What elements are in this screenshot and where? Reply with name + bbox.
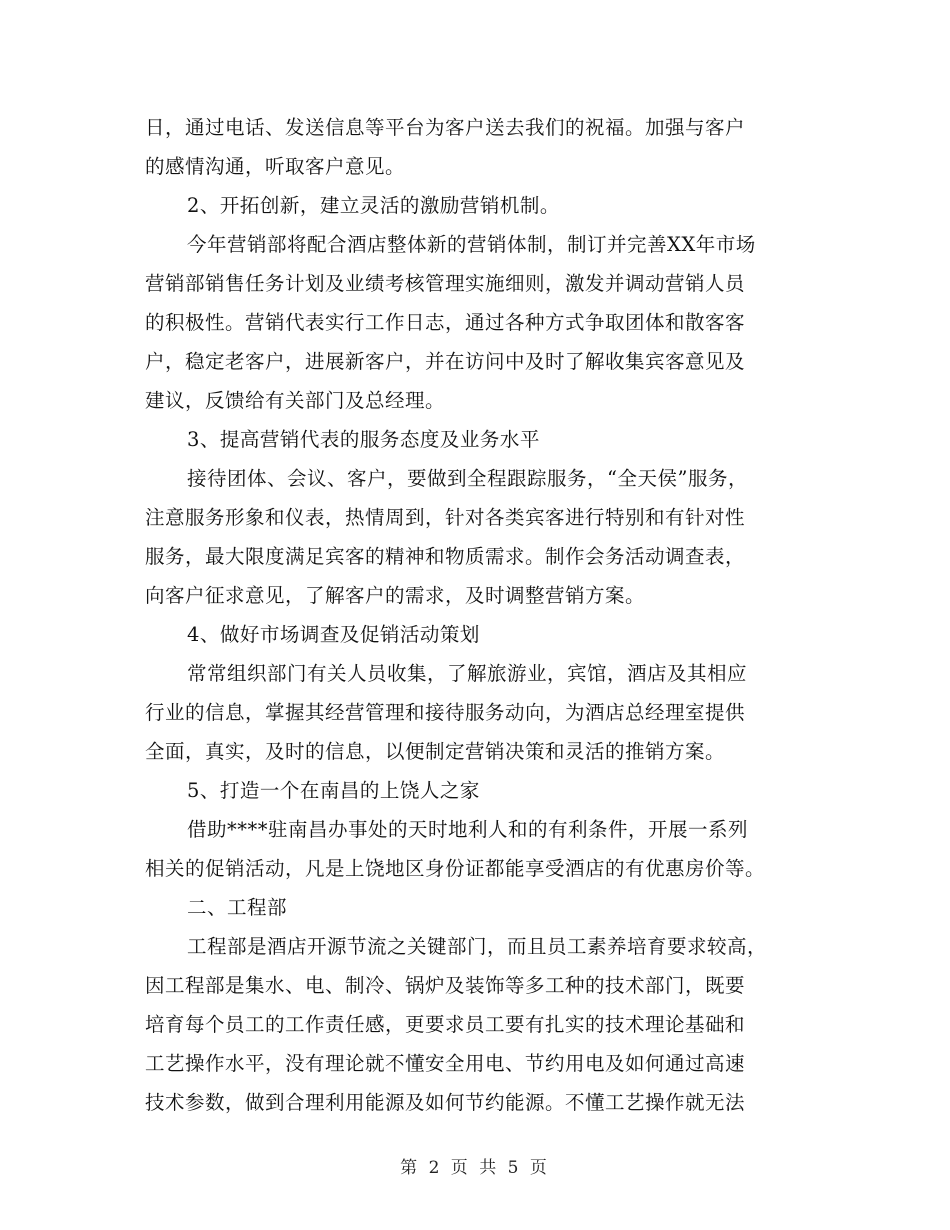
text-line: 行业的信息，掌握其经营管理和接待服务动向，为酒店总经理室提供 [145,701,746,724]
text-line: 技术参数，做到合理利用能源及如何节约能源。不懂工艺操作就无法 [145,1091,746,1114]
text-line: 相关的促销活动，凡是上饶地区身份证都能享受酒店的有优惠房价等。 [145,857,766,880]
text-line: 5、打造一个在南昌的上饶人之家 [187,779,480,802]
text-line: 向客户征求意见，了解客户的需求，及时调整营销方案。 [145,584,646,607]
text-line: 今年营销部将配合酒店整体新的营销体制，制订并完善XX年市场 [187,233,756,256]
text-line: 因工程部是集水、电、制冷、锅炉及装饰等多工种的技术部门，既要 [145,974,746,997]
text-line: 服务，最大限度满足宾客的精神和物质需求。制作会务活动调查表， [145,545,746,568]
text-line: 建议，反馈给有关部门及总经理。 [145,389,446,412]
text-line: 3、提高营销代表的服务态度及业务水平 [187,428,540,451]
text-line: 全面，真实，及时的信息，以便制定营销决策和灵活的推销方案。 [145,740,726,763]
text-line: 常常组织部门有关人员收集，了解旅游业，宾馆，酒店及其相应 [187,662,748,685]
text-line: 的感情沟通，听取客户意见。 [145,155,406,178]
text-line: 营销部销售任务计划及业绩考核管理实施细则，激发并调动营销人员 [145,272,746,295]
text-line: 注意服务形象和仪表，热情周到，针对各类宾客进行特别和有针对性 [145,506,746,529]
document-body [145,108,810,1122]
text-line: 二、工程部 [187,896,288,919]
text-line: 工艺操作水平，没有理论就不懂安全用电、节约用电及如何通过高速 [145,1052,746,1075]
text-line: 接待团体、会议、客户，要做到全程跟踪服务，“全天侯”服务， [187,467,748,490]
text-line: 工程部是酒店开源节流之关键部门，而且员工素养培育要求较高， [187,935,768,958]
text-line: 的积极性。营销代表实行工作日志，通过各种方式争取团体和散客客 [145,311,746,334]
page-footer: 第 2 页 共 5 页 [400,1158,550,1178]
text-line: 4、做好市场调查及促销活动策划 [187,623,480,646]
text-line: 户，稳定老客户，进展新客户，并在访问中及时了解收集宾客意见及 [145,350,746,373]
text-line: 借助****驻南昌办事处的天时地利人和的有利条件，开展一系列 [187,818,749,841]
text-line: 培育每个员工的工作责任感，更要求员工要有扎实的技术理论基础和 [145,1013,746,1036]
text-line: 日，通过电话、发送信息等平台为客户送去我们的祝福。加强与客户 [145,116,746,139]
text-line: 2、开拓创新，建立灵活的激励营销机制。 [187,194,560,217]
